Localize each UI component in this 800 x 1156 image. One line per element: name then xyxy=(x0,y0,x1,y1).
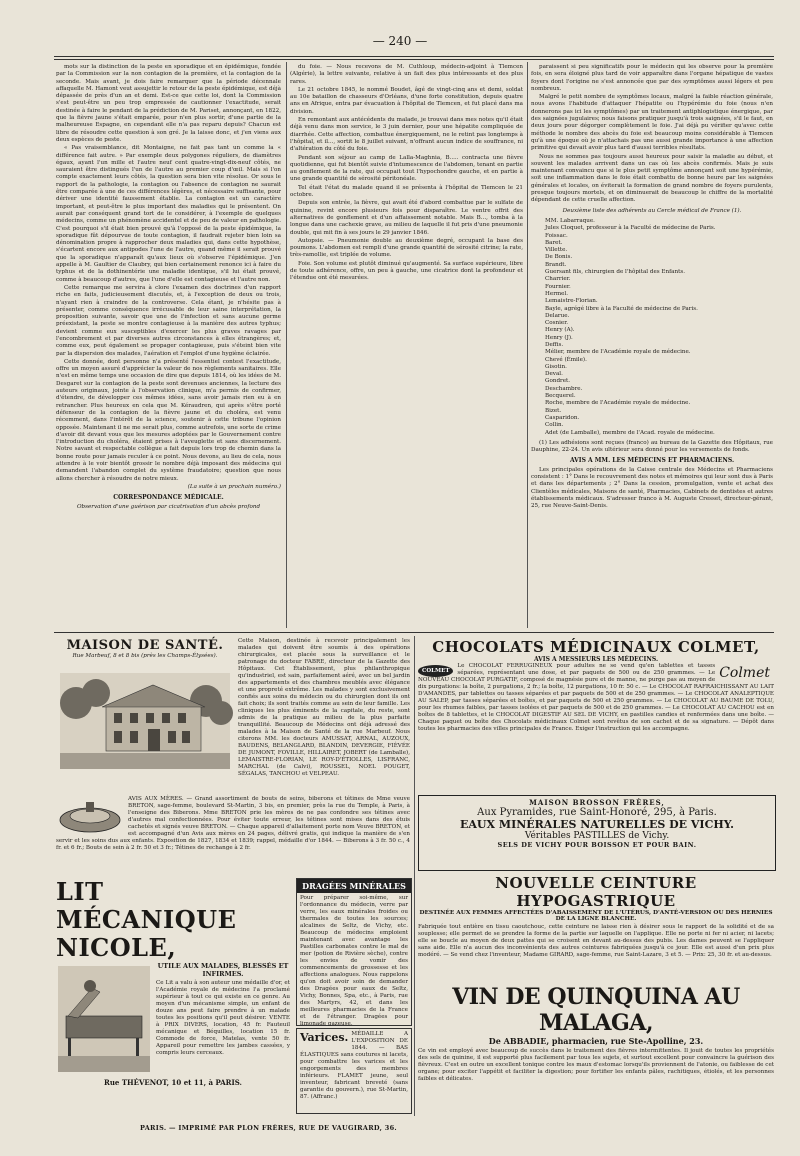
footnote: (1) Les adhésions sont reçues (franco) au bureau de la Gazette des Hôpitaux, rue Dauphine, 22-24. Un avis ultérieur sera donné pour les versements de fonds. xyxy=(531,439,773,454)
chocolats-title: CHOCOLATS MÉDICINAUX COLMET, xyxy=(432,638,760,656)
brosson-sels: SELS DE VICHY POUR BOISSON ET POUR BAIN. xyxy=(497,841,697,849)
maison-engraving xyxy=(56,663,234,775)
lit-address: Rue THÉVENOT, 10 et 11, à PARIS. xyxy=(104,1078,242,1087)
page-number: — 240 — xyxy=(372,34,428,48)
bed-engraving xyxy=(56,964,152,1074)
lit-text: Ce Lit a valu à son auteur une médaille d'or, et l'Académie royale de médecine l'a proclamé supérieur à tout ce qui existe en ce genre. Au moyen d'un mécanisme simple, un enfant de douze ans peut faire prendre à un malade toutes les positions qu'il peut désirer. VENTE à PRIX DIVERS, location, 45 fr. Fauteuil mécanique et Béquilles, location 15 fr. Commode de force, Matelas, vente 50 fr. Appareil pour remettre les jambes cassées, y compris leurs cerceaux. xyxy=(156,980,290,1056)
continued-note: (La suite à un prochain numéro.) xyxy=(187,483,281,490)
member-item: Chevé (Émile). xyxy=(545,356,587,363)
maison-description: Cette Maison, destinée à recevoir principalement les malades qui doivent être soumis à des opérations chirurgicales, est placée sous la surveillance et le patronage du docteur FABRE, directeur de la Gazette des Hôpitaux. Cet Établissement, plus philanthropique qu'industriel, est sain, parfaitement aéré, avec un bel jardin des appartements et des chambres meublés avec élégance et une propreté extrême. Les malades y sont exclusivement confiés aux soins du médecin ou du chirurgien dont ils ont fait choix; ils sont traités comme au sein de leur famille. Les cliniques les plus éminents de la capitale, du reste, sont admis de la pratique au milieu de la plus parfaite tranquillité. Beaucoup de Médecins ont déjà adressé des malades à la Maison de Santé de la rue Marbeuf. Nous citerons MM. les docteurs AMUSSAT, ARNAL, AUZOUX, BAUDENS, BELANGLARD, BLANDIN, DEVERGIE, FIÈVÉE DE JUMONT, FOVILLE, HILLAIRET, JOBERT (de Lamballe), LEMAISTRE-FLORIAN, LE ROY-D'ÉTIOLLES, LISFRANC, MARCHAL (de Calvi), ROUSSEL, NOEL POUGET, SÉGALAS, TANCHOU et VELPEAU. xyxy=(238,638,410,777)
column-3 xyxy=(531,64,773,626)
member-item: Casparidon. xyxy=(545,414,580,421)
column-divider xyxy=(527,62,528,628)
member-item: Deffis. xyxy=(545,341,564,348)
ceinture-subtitle: DESTINÉE AUX FEMMES AFFECTÉES D'ABAISSEMENT DE L'UTÉRUS, D'ANTÉ-VERSION OU DES HERNIES DE LA LIGNE BLANCHE. xyxy=(419,910,773,922)
lit-title: LIT MÉCANIQUE NICOLE, xyxy=(56,877,237,962)
colmet-signature: Colmet xyxy=(719,665,770,681)
col2-paragraph: du foie. — Nous recevons de M. Cuthloup, médecin-adjoint à Tlemcen (Algérie), la lettre suivante, relative à un fait des plus intéressants et des plus rares. xyxy=(290,64,523,85)
brosson-address: Aux Pyramides, rue Saint-Honoré, 295, à Paris. xyxy=(477,807,717,818)
col2-paragraph: Pendant son séjour au camp de Lalla-Maghnia, B..... contracta une fièvre quotidienne, qui fut bientôt suivie d'intumescence de l'abdomen, tenant en partie au gonflement de la rate, qui occupait tout l'hypochondre gauche, et en partie à une grande quantité de sérosité péritonéale. xyxy=(290,154,523,183)
col2-paragraph: Foie. Son volume est plutôt diminué qu'augmenté. Sa surface supérieure, libre de toute adhérence, offre, un peu à gauche, une cicatrice dont la profondeur et l'étendue ont été mesurées. xyxy=(290,260,523,282)
member-item: Villette. xyxy=(545,247,568,254)
brosson-ad xyxy=(418,795,776,871)
maison-title: MAISON DE SANTÉ. xyxy=(66,638,224,653)
member-item: Henry (J). xyxy=(545,334,573,341)
column-2 xyxy=(290,64,523,626)
members-list-title: Deuxième liste des adhérents au Cercle médical de France (1). xyxy=(562,207,742,214)
col1-paragraph: « Pas vraisemblance, dit Montaigne, ne fait pas tant un comme la « différence fait autre. » Par exemple deux polygones réguliers, de diamètres égaux, ayant l'un mille et l'autre neuf cent quatre-vingt-dix-neuf côtés, ne sauraient être distingués l'un de l'autre au premier coup d'œil. Mais si l'on compte exactement leurs côtés, la question sera bien vite résolue. Or sous le rapport de la pathologie, la contagion ou l'absence de contagion ne saurait être comparée à une de ces différences légères, et nécessaire suffisante, pour dériver une identité faussement établie. La contagion est un caractère important, et peut-être le plus important des maladies qui le présentent. On aurait par conséquent grand tort de le considérer, à l'exemple de quelques médecins, comme un phénomène accidentel et de peu de valeur en pathologie. C'est pourquoi s'il était bien prouvé qu'à l'opposé de la peste épidémique, la sporadique fût dépourvue de toute contagion, il faudrait rejeter bien loin sa dénomination propre à rapprocher deux maladies qui, dans cette hypothèse, s'écartent encore aux antipodes l'une de l'autre, quand même il serait prouvé que la sporadique n'apparaît qu'aux lieux où s'observe l'épidémique. J'en appelle à M. Gaultier de Claubry, qui bien certainement renonce ici à faire du typhus et de la dothinentérie une maladie identique, s'il lui était prouvé, comme à beaucoup d'autres, que l'une d'elle est contagieuse et l'autre non. xyxy=(56,145,281,283)
section-subtitle: Observation d'une guérison par cicatrisation d'un abcès profond xyxy=(76,503,261,510)
varices-title: Varices. xyxy=(300,1031,349,1044)
member-item: Henry (A). xyxy=(545,327,575,334)
member-item: Becquerel. xyxy=(545,393,576,400)
member-item: Delarue. xyxy=(545,312,570,319)
column-divider xyxy=(286,62,287,628)
member-item: Gisotin. xyxy=(545,363,567,370)
chocolats-subtitle: AVIS A MESSIEURS LES MÉDECINS. xyxy=(533,656,659,663)
biberon-icon xyxy=(56,796,124,836)
member-item: Deval. xyxy=(545,371,563,378)
member-item: Bayle, agrégé libre à la Faculté de médecine de Paris. xyxy=(545,305,698,312)
lit-subtitle: UTILE AUX MALADES, BLESSÉS ET INFIRMES. xyxy=(157,962,289,978)
col1-paragraph: mots sur la distinction de la peste en sporadique et en épidémique, fondée par la Commission sur la non contagion de la première, et la contagion de la seconde. Mais avant, je dois faire remarquer que la période décennale affaquelle M. Hamont veut assujettir le retour de la peste épidémique, est déjà dépassée de près d'un an et demi. Est-ce que cette loi, dont la Commission s'est peut-être un peu trop empressée de cautionner l'exactitude, serait destinée à faire le pendant de la prédiction de M. Pariset, annonçant, en 1822, que la fièvre jaune s'était emparée, pour n'en plus sortir, d'une partie de la malheureuse Espagne, en cependant elle n'a pas reparu depuis? Chacun est libre de résoudre cette question à son gré. Je la laisse donc, et j'en viens aux deux espèces de peste. xyxy=(56,64,281,143)
section-title: CORRESPONDANCE MÉDICALE. xyxy=(113,494,224,502)
vin-title: VIN DE QUINQUINA AU MALAGA, xyxy=(452,984,740,1036)
member-item: Roche, membre de l'Académie royale de médecine. xyxy=(545,400,691,407)
member-item: Fournier. xyxy=(545,283,571,290)
member-item: Brandt. xyxy=(545,261,567,268)
notice-text: Les principales opérations de la Caisse centrale des Médecins et Pharmaciens consistent : 1° Dans le recouvrement des notes et mémoires qui leur sont dus à Paris et dans les départements ; 2° Dans la cession, promulgation, vente et achat des Clientèles médicales, Maisons de santé, Pharmacies, Cabinets de dentistes et autres établissements médicaux. S'adresser franco à M. Auguste Cresset, directeur-gérant, 25, rue Neuve-Saint-Denis. xyxy=(531,466,773,510)
col3-paragraph: Malgré le petit nombre de symptômes locaux, malgré la faible réaction générale, nous avons l'habitude d'attaquer l'hépatite ou l'hypérémie du foie (nous n'en donnerons pas ici les symptômes) par un traitement antiphlogistique énergique, par des saignées jugulaires; nous faisons pratiquer jusqu'à trois saignées, s'il le faut, en deux jours pour dégorger complètement le foie. J'ai déjà pu vérifier qu'avec cette méthode le nombre des abcès du foie est beaucoup moins considérable à Tlemcen qu'à une époque où je n'attachais pas une aussi grande importance à une affection primitive qui devait avoir plus tard d'aussi terribles résultats. xyxy=(531,94,773,152)
member-item: Guersant fils, chirurgien de l'hôpital des Enfants. xyxy=(545,269,685,276)
ads-divider xyxy=(414,636,415,1116)
member-item: De Bonis. xyxy=(545,254,573,261)
ceinture-text: Fabriquée tout entière en tissu caoutchouc, cette ceinture ne laisse rien à désirer sous le rapport de la solidité et de sa souplesse; elle permet de se prendre la forme de la partie sur laquelle on l'applique. Elle ne porte ni fer ni acier, ni lacets; elle se boucle au moyen de deux pattes qui se croisent en devant au-dessus des pubis. Les dames peuvent se l'appliquer sans aide. Elle n'a aucun des inconvénients des autres ceintures fabriquées jusqu'à ce jour. Elle est aussi d'un prix plus modéré. — Se vend chez l'inventeur, Madame GIRARD, sage-femme, rue Saint-Lazare, 3 et 5. — Prix: 25, 30 fr. et au-dessus. xyxy=(418,924,774,958)
col2-paragraph: Le 21 octobre 1845, le nommé Boudet, âgé de vingt-cinq ans et demi, soldat au 10e bataillon de chasseurs d'Orléans, d'une forte constitution, depuis quatre ans en Afrique, entra par évacuation à l'hôpital de Tlemcen, et fut placé dans ma division. xyxy=(290,86,523,115)
col1-paragraph: Cette remarque me servira à clore l'examen des doctrines d'un rapport riche en faits, judicieusement discutés, et, à l'exception de deux ou trois, n'ayant rien à craindre de la controverse. Cela étant, je n'hésite pas à présenter, comme conséquence irrécusable de leur saine interprétation, la proposition suivante, savoir que une de l'infection et sans aucune germe préexistant, la peste se montre contagieuse à la manière des autres typhus; devient comme eux susceptibles d'exercer les plus graves ravages par l'encombrement et par diverses autres circonstances à elles étrangères; et, comme eux, peut également se propager contagieuse, puis s'éteint bien vite par la dispersion des malades, l'aération et l'emploi d'une hygiène éclairée. xyxy=(56,284,281,357)
maison-text xyxy=(238,638,410,788)
dragees-text: Pour préparer soi-même, sur l'ordonnance du médecin, verre par verre, les eaux minérales froides ou thermales de toutes les sources; alcalines de Seltz, de Vichy, etc. Beaucoup de médecins emploient maintenant avec avantage les Pastilles carbonates contre le mal de mer (potion de Rivière sèche), contre les envies de vomir des commencements de grossesse et les affections analogues. Nous rappelons qu'on doit avoir soin de demander des Dragées pour eaux de Seltz, Vichy, Bonnes, Spa, etc., à Paris, rue des Martyrs, 42, et dans les meilleures pharmacies de la France et de l'étranger. Dragées pour limonade gazeuse. xyxy=(300,895,408,1027)
col1-paragraph: Cette donnée, dont personne n'a présenté l'essentiel contest l'exactitude, offre un moyen assuré d'apprécier la valeur de nos règlements sanitaires. Elle n'est en même temps une occasion de dire que depuis 1814, où les idées de M. Desgaret sur la contagion de la peste sont devenues anciennes, la lecture des auteurs originaux, jointe à l'observation clinique, m'a permis de confirmer, d'étendre, de développer ces mêmes idées, sans avoir jamais rien eu à en retrancher. Plus heureux en cela que M. Kéraudren, qui après s'être porté défenseur de la contagion de la fièvre jaune et du choléra, est venu récemment, dans l'intérêt de la science, soutenir à cette tribune l'opinion opposée. Maintenant il ne me serait plus, comme autrefois, une sorte de crime d'avoir dit devant vous que les mesures adoptées par le Gouvernement contre l'introduction du choléra, étaient prises à l'aveuglette et sans discernement. Notre savant et respectable collègue a fait depuis lors trop de chemin dans la bonne route pour jamais reculer à ce point. Nous devons, au lieu de cela, nous attendre à le voir bientôt grossir le nombre déjà imposant des médecins qui demandent l'abandon complet du système fraudatoire; question que nous allons chercher à résoudre de notre mieux. xyxy=(56,358,281,482)
lit-nicole-ad xyxy=(56,878,290,1112)
member-item: Collin. xyxy=(545,422,564,429)
member-item: Charrier. xyxy=(545,276,571,283)
members-list xyxy=(531,218,773,437)
member-item: Baret. xyxy=(545,239,563,246)
vin-subtitle: De ABBADIE, pharmacien, rue Ste-Apolline, 23. xyxy=(488,1036,704,1046)
header-rule xyxy=(54,56,774,57)
avis-meres-text: AVIS AUX MÈRES. — Grand assortiment de bouts de seins, biberons et tétines de Mme veuve BRETON, sage-femme, boulevard St-Martin, 3 bis, en premier, près la rue du Temple, à Paris, à l'enseigne des Biberons. Mme BRETON prie les mères de ne pas confondre ses tétines avec d'autres mal confectionnées. Pour éviter toute erreur, les tétines sont mises dans des étuis cachetés et signés veuve BRETON. — Chaque appareil d'allaitement porte nom Veuve BRETON, et est accompagné d'un Avis aux mères en 24 pages, délivré gratis, qui indique la manière de s'en servir et les soins dus aux enfants. Exposition de 1827, 1834 et 1839; rappel, médaille d'or 1844. — Biberons à 3 fr. 50 c., 4 fr. et 6 fr.; Bouts de sein à 2 fr. 50 et 3 fr.; Tétines de rechange à 2 fr. xyxy=(56,796,410,851)
notice-title: AVIS A MM. LES MÉDECINS ET PHARMACIENS. xyxy=(569,457,735,465)
dragees-title: DRAGÉES MINÉRALES xyxy=(297,879,411,893)
brosson-eaux: EAUX MINÉRALES NATURELLES DE VICHY. xyxy=(460,818,734,831)
vin-ad xyxy=(418,984,774,1114)
member-item: MM. Labarraque. xyxy=(545,217,595,224)
member-item: Cosnier. xyxy=(545,320,569,327)
chocolats-ad xyxy=(418,638,774,790)
dragees-ad xyxy=(296,878,412,1026)
member-item: Bizet. xyxy=(545,407,562,414)
col3-paragraph: paraissent si peu significatifs pour le médecin qui les observe pour la première fois, en sera éloigné plus tard de voir apparaître dans l'organe hépatique de vastes foyers dont l'origine ne s'est annoncée que par des symptômes aussi légers et peu nombreux. xyxy=(531,64,773,92)
ceinture-ad xyxy=(418,874,774,980)
member-item: Lemaistre-Florian. xyxy=(545,298,598,305)
col2-paragraph: Tel était l'état du malade quand il se présenta à l'hôpital de Tlemcen le 21 octobre. xyxy=(290,184,523,199)
maison-ad xyxy=(56,638,234,785)
colmet-seal: COLMET xyxy=(418,665,453,677)
maison-address: Rue Marbeuf, 8 et 8 bis (près les Champs-Élysées). xyxy=(72,653,218,659)
brosson-name: MAISON BROSSON FRÈRES, xyxy=(529,798,665,807)
col2-paragraph: En remontant aux antécédents du malade, je trouvai dans mes notes qu'il était déjà venu dans mon service, le 3 juin dernier, pour une hépatite compliquée de diarrhée. Cette affection, combattue énergiquement, ne le retint pas longtemps à l'hôpital, et il..., sortit le 8 juillet suivant, n'offrant aucun indice de souffrance, ni d'altération du côté du foie. xyxy=(290,117,523,153)
member-item: Jules Cloquet, professeur à la Faculté de médecine de Paris. xyxy=(545,225,716,232)
member-item: Hermel. xyxy=(545,290,569,297)
ads-separator xyxy=(54,632,774,633)
header-rule-2 xyxy=(54,59,774,60)
col2-paragraph: Depuis son entrée, la fièvre, qui avait été d'abord combattue par le sulfate de quinine, revint encore plusieurs fois pour disparaître. Le ventre offrit des alternatives de gonflement et d'un affaissement notable. Mais B..., tomba à la longue dans une cachexie grave, au milieu de laquelle il fut pris d'une pneumonie double, qui mit fin à ses jours le 29 janvier 1846. xyxy=(290,200,523,236)
member-item: Foissac. xyxy=(545,232,568,239)
ceinture-title: NOUVELLE CEINTURE HYPOGASTRIQUE xyxy=(495,874,697,910)
member-item: Mélier, membre de l'Académie royale de médecine. xyxy=(545,349,691,356)
printer-footer: PARIS. — IMPRIMÉ PAR PLON FRÈRES, RUE DE VAUGIRARD, 36. xyxy=(140,1124,397,1132)
col3-paragraph: Nous ne sommes pas toujours aussi heureux pour saisir la maladie au début, et souvent les malades arrivent dans un cas où les abcès confirmés. Mais je suis maintenant convaincu que si le plus petit symptôme annonçant soit une hypérémie, soit une inflammation dans le foie était combattu de bonne heure par les saignées générales et locales, on éviterait la formation de grand nombre de foyers purulents, presque toujours mortels, et on diminuerait de beaucoup le chiffre de la mortalité dépendant de cette cruelle affection. xyxy=(531,153,773,204)
varices-ad xyxy=(296,1028,412,1114)
member-item: Gondret. xyxy=(545,378,571,385)
vin-text: Ce vin est employé avec beaucoup de succès dans le traitement des fièvres intermittentes. Il jouit de toutes les propriétés des sels de quinine, il est supporté plus facilement par tous les sujets, et surtout excellent pour convaincre la guérison des fièvreux. C'est en outre un excellent tonique contre les maux d'estomac lorsqu'ils proviennent de l'atonie, ou faiblesse de cet organe; pour exciter l'appétit et faciliter la digestion; pour fortifier les enfants pâles, rachitiques, étiolés, et les personnes faibles et délicates. xyxy=(418,1048,774,1082)
col2-paragraph: Autopsie. — Pneumonie double au deuxième degré, occupant la base des poumons. L'abdomen est rempli d'une grande quantité de sérosité citrine; la rate, très-ramollie, est triplée de volume. xyxy=(290,237,523,259)
column-1 xyxy=(56,64,281,624)
member-item: Deschambre. xyxy=(545,385,583,392)
chocolats-text: Le CHOCOLAT FERRUGINEUX pour adultes ne se vend qu'en tablettes et tasses séparées, représentant une dose, et par paquets de 500 ou de 250 grammes. — Le NOUVEAU CHOCOLAT PURGATIF, composé de magnésie pure et de manne, ne purge pas au moyen de dix purgations: la boîte, 2 purgations, 2 fr.; la boîte, 12 purgations, 10 fr. 50 c. — Le CHOCOLAT RAFRAICHISSANT AU LAIT D'AMANDES, par tablettes ou tasses séparées et par paquets de 500 et de 250 grammes. — Le CHOCOLAT ANALEPTIQUE AU SALEP, par tasses séparées et boîtes, et par paquets de 500 et 250 grammes. — Le CHOCOLAT AU BAUME DE TOLU, pour les rhumes faibles, par tasses isolées et par paquets de 500 et de 250 grammes. — Le CHOCOLAT AU CACHOU est en boîtes de 8 tablettes, et le CHOCOLAT DIGESTIF AU SEL DE VICHY, en pastilles candies et renfermées dans une boîte. — Chaque paquet ou boîte des Chocolats médicinaux Colmet sont revêtus de son cachet et de sa signature. — Dépôt dans toutes les pharmacies des villes principales de France. Exiger l'instruction qui les accompagne. xyxy=(418,663,774,732)
brosson-pastilles: Véritables PASTILLES de Vichy. xyxy=(524,831,670,841)
varices-text: MÉDAILLE A L'EXPOSITION DE 1844. — BAS ÉLASTIQUES sans coutures ni lacets, pour combattre les varices et les engorgements des membres inférieurs. FLAMET jeune, seul inventeur, fabricant breveté (sans garantie du gouvern.), rue St-Martin, 87. (Affranc.) xyxy=(300,1031,408,1100)
avis-meres-ad xyxy=(56,796,410,874)
member-item: Adet (de Lamballe), membre de l'Acad. royale de médecine. xyxy=(545,429,715,436)
